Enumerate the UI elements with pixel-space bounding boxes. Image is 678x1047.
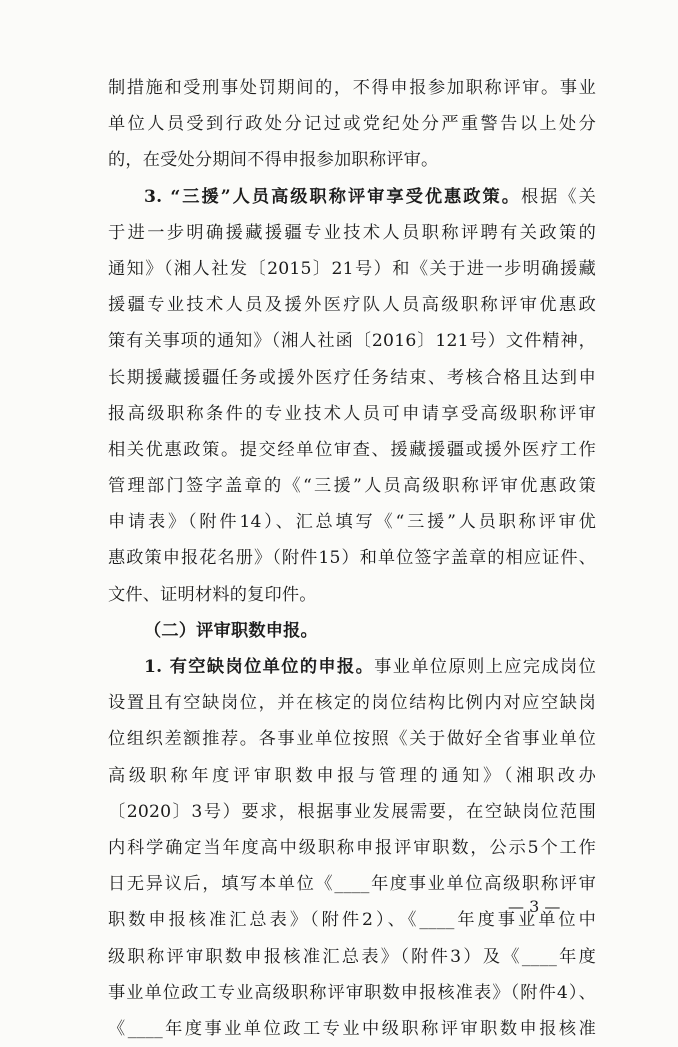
body-text: 根据《关 (520, 186, 596, 207)
body-text: 《____年度事业单位政工专业中级职称评审职数申报核准 (108, 1018, 596, 1039)
body-text: 于进一步明确援藏援疆专业技术人员职称评聘有关政策的 (108, 222, 596, 243)
body-text: 管理部门签字盖章的《“三援”人员高级职称评审优惠政策 (108, 476, 596, 497)
body-text: 长期援藏援疆任务或援外医疗任务结束、考核合格且达到申 (108, 367, 596, 388)
body-text: 申请表》（附件14）、汇总填写《“三援”人员职称评审优 (108, 512, 596, 533)
heading-text: （二）评审职数申报。 (144, 620, 318, 641)
body-text: 相关优惠政策。提交经单位审查、援藏援疆或援外医疗工作 (108, 439, 596, 460)
text-line (108, 504, 596, 540)
text-line (108, 685, 596, 721)
text-line (108, 468, 596, 504)
heading-text: 3. “三援”人员高级职称评审享受优惠政策。 (144, 186, 521, 207)
text-line (108, 540, 596, 576)
body-text: 级职称评审职数申报核准汇总表》（附件3）及《____年度 (108, 946, 596, 967)
body-text: 事业单位原则上应完成岗位 (374, 657, 596, 677)
text-line (108, 106, 596, 142)
text-line (108, 251, 596, 287)
text-line (108, 215, 596, 251)
text-line (108, 939, 596, 975)
text-line (108, 613, 596, 649)
body-text: 位组织差额推荐。各事业单位按照《关于做好全省事业单位 (108, 729, 596, 750)
text-line (108, 794, 596, 830)
body-text: 援疆专业技术人员及援外医疗队人员高级职称评审优惠政 (108, 295, 596, 316)
body-text: 〔2020〕3号）要求，根据事业发展需要，在空缺岗位范围 (108, 801, 596, 822)
body-text: 高级职称年度评审职数申报与管理的通知》（湘职改办 (108, 765, 596, 786)
body-text: 制措施和受刑事处罚期间的，不得申报参加职称评审。事业 (108, 78, 596, 98)
text-line (108, 323, 596, 359)
text-line (108, 396, 596, 432)
text-line (108, 830, 596, 866)
text-line (108, 721, 596, 757)
page-number: — 3 — (508, 897, 561, 916)
text-line (108, 975, 596, 1011)
body-text: 日无异议后，填写本单位《____年度事业单位高级职称评审 (108, 874, 596, 895)
body-text: 通知》（湘人社发〔2015〕21号）和《关于进一步明确援藏 (108, 258, 596, 279)
text-line (108, 179, 596, 215)
body-text: 单位人员受到行政处分记过或党纪处分严重警告以上处分 (108, 114, 596, 135)
text-line (108, 432, 596, 468)
body-text: 策有关事项的通知》（湘人社函〔2016〕121号）文件精神， (108, 331, 596, 352)
text-line (108, 577, 596, 613)
text-line (108, 287, 596, 323)
body-text: 惠政策申报花名册》（附件15）和单位签字盖章的相应证件、 (108, 548, 596, 569)
text-line (108, 649, 596, 685)
body-text: 设置且有空缺岗位，并在核定的岗位结构比例内对应空缺岗 (108, 693, 596, 714)
text-line (108, 1011, 596, 1047)
body-text: 报高级职称条件的专业技术人员可申请享受高级职称评审 (108, 403, 596, 424)
body-text: 内科学确定当年度高中级职称申报评审职数，公示5个工作 (108, 837, 596, 858)
text-line (108, 758, 596, 794)
body-text: 文件、证明材料的复印件。 (108, 584, 317, 605)
body-text: 职数申报核准汇总表》（附件2）、《____年度事业单位中 (108, 910, 596, 931)
text-line (108, 360, 596, 396)
text-line (108, 70, 596, 106)
body-text: 事业单位政工专业高级职称评审职数申报核准表》（附件4）、 (108, 982, 596, 1003)
text-line (108, 142, 596, 178)
heading-text: 1. 有空缺岗位单位的申报。 (144, 657, 375, 677)
body-text: 的，在受处分期间不得申报参加职称评审。 (108, 150, 439, 171)
